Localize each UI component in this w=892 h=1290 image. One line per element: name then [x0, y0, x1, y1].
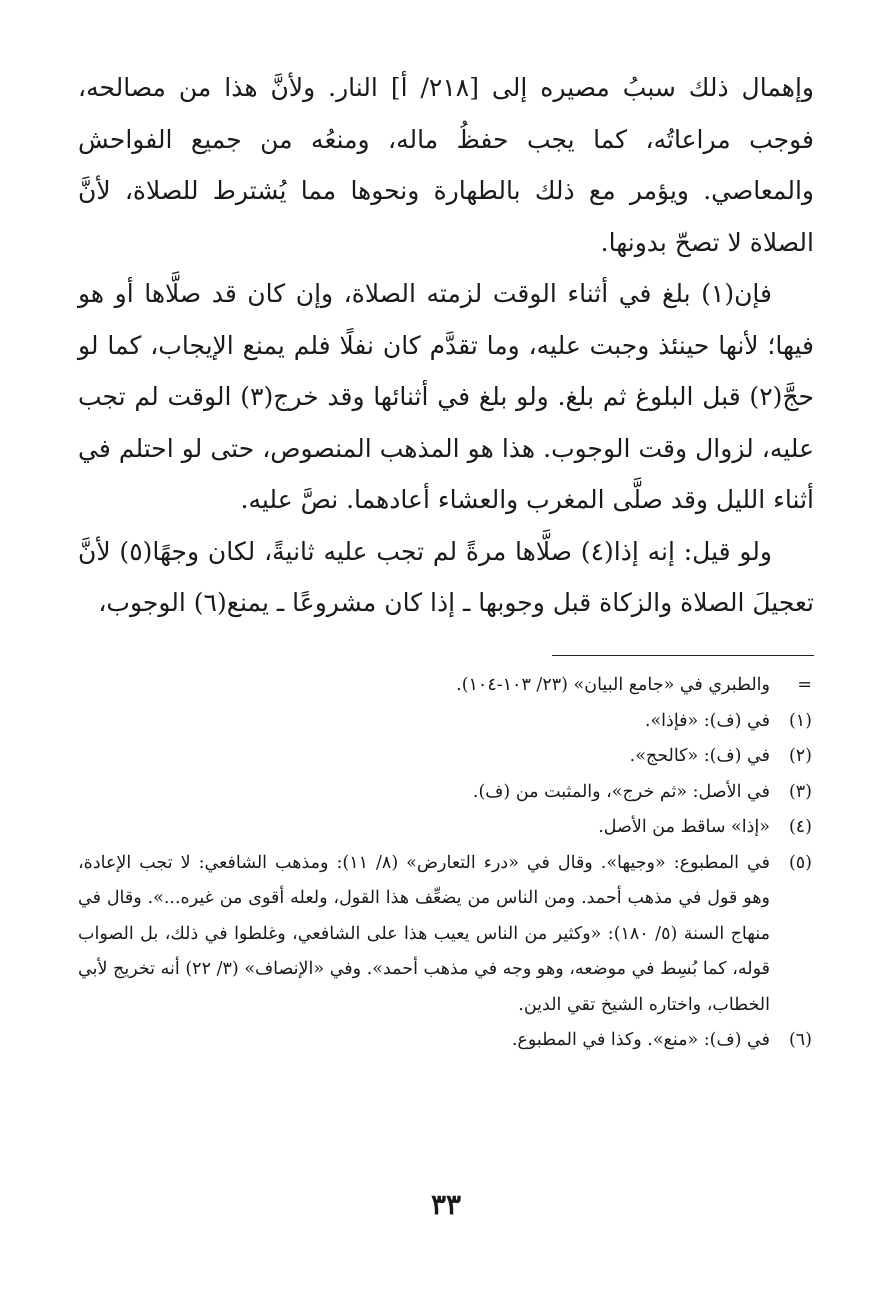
- footnote-text: في المطبوع: «وجيها». وقال في «درء التعارض» (٨/ ١١): ومذهب الشافعي: لا تجب الإعادة، وهو قول في مذهب أحمد. ومن الناس من يضعِّف هذا القول، ولعله أقوى من غيره...». وقال في منهاج السنة (٥/ ١٨٠): «وكثير من الناس يعيب هذا على الشافعي، وغلطوا في ذلك، بل الصواب قوله، كما بُسِط في موضعه، وهو وجه في مذهب أحمد». وفي «الإنصاف» (٣/ ٢٢) أنه تخريج لأبي الخطاب، واختاره الشيخ تقي الدين.: [78, 852, 770, 1015]
- footnote-text: «إذا» ساقط من الأصل.: [598, 817, 770, 837]
- footnote-text: في (ف): «كالحج».: [629, 746, 770, 766]
- paragraph-1: وإهمال ذلك سببُ مصيره إلى [٢١٨/ أ] النار. ولأنَّ هذا من مصالحه، فوجب مراعاتُه، كما يجب حفظُ ماله، ومنعُه من جميع الفواحش والمعاصي. ويؤمر مع ذلك بالطهارة ونحوها مما يُشترط للصلاة، لأنَّ الصلاة لا تصحّ بدونها.: [78, 73, 815, 257]
- footnote-3: [78, 775, 812, 811]
- footnote-4: [78, 810, 812, 846]
- footnote-5: [78, 846, 812, 1024]
- footnote-marker: (٣): [788, 781, 812, 802]
- footnote-marker: (٥): [788, 852, 812, 873]
- footnote-text: في (ف): «منع». وكذا في المطبوع.: [511, 1030, 770, 1050]
- footnote-1: [78, 704, 812, 740]
- main-text: [78, 62, 814, 629]
- footnote-marker: (٢): [788, 746, 812, 766]
- footnote-marker: (٤): [788, 817, 812, 837]
- footnotes: [78, 668, 812, 1059]
- footnote-marker: (١): [788, 710, 812, 731]
- page-number: ٣٣: [430, 1188, 462, 1221]
- footnote-text: في الأصل: «ثم خرج»، والمثبت من (ف).: [472, 781, 770, 802]
- footnote-2: [78, 739, 812, 775]
- footnote-divider: [552, 655, 814, 656]
- footnote-6: [78, 1023, 812, 1059]
- paragraph-2: فإن(١) بلغ في أثناء الوقت لزمته الصلاة، وإن كان قد صلَّاها أو هو فيها؛ لأنها حينئذ وجبت عليه، وما تقدَّم كان نفلًا فلم يمنع الإيجاب، كما لو حجَّ(٢) قبل البلوغ ثم بلغ. ولو بلغ في أثنائها وقد خرج(٣) الوقت لم تجب عليه، لزوال وقت الوجوب. هذا هو المذهب المنصوص، حتى لو احتلم في أثناء الليل وقد صلَّى المغرب والعشاء أعادهما. نصَّ عليه.: [78, 279, 814, 514]
- paragraph-3: ولو قيل: إنه إذا(٤) صلَّاها مرةً لم تجب عليه ثانيةً، لكان وجهًا(٥) لأنَّ تعجيلَ الصلاة والزكاة قبل وجوبها ـ إذا كان مشروعًا ـ يمنع(٦) الوجوب،: [78, 536, 814, 617]
- footnote-marker: (٦): [788, 1030, 812, 1050]
- footnote-text: والطبري في «جامع البيان» (٢٣/ ١٠٣-١٠٤).: [456, 675, 770, 695]
- footnote-marker: =: [797, 675, 812, 695]
- footnote-continuation: [78, 668, 812, 704]
- footnote-text: في (ف): «فإذا».: [644, 710, 770, 731]
